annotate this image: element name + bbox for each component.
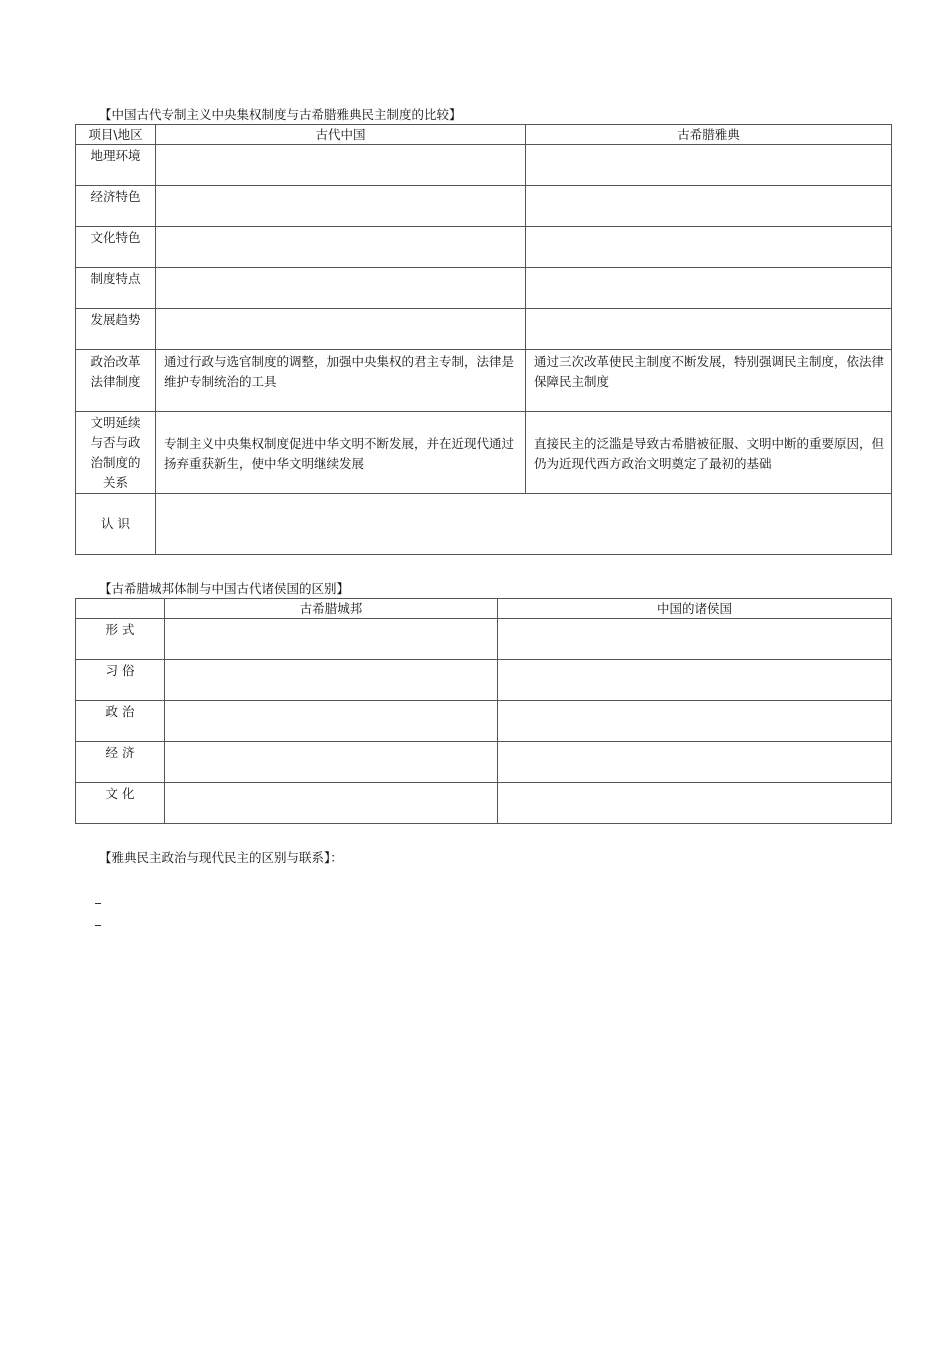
table2-header-row [76, 599, 892, 619]
cell-china-customs[interactable] [498, 660, 892, 701]
cell-athens-trend[interactable] [526, 309, 892, 350]
cell-athens-geography[interactable] [526, 145, 892, 186]
row-label-geography: 地理环境 [76, 145, 156, 186]
cell-athens-reform-law: 通过三次改革使民主制度不断发展，特别强调民主制度，依法律保障民主制度 [526, 350, 892, 412]
cell-understanding[interactable] [156, 494, 892, 555]
table-row [76, 412, 892, 494]
cell-athens-system[interactable] [526, 268, 892, 309]
table2-header-china: 中国的诸侯国 [498, 599, 892, 619]
table-row [76, 783, 892, 824]
row-label-politics: 政 治 [76, 701, 165, 742]
comparison-table-1 [75, 124, 892, 555]
table2-header-greece: 古希腊城邦 [165, 599, 498, 619]
cell-china-trend[interactable] [156, 309, 526, 350]
cell-china-politics[interactable] [498, 701, 892, 742]
section3-title: 【雅典民主政治与现代民主的区别与联系】： [99, 850, 343, 865]
row-label-trend: 发展趋势 [76, 309, 156, 350]
row-label-form: 形 式 [76, 619, 165, 660]
cell-greece-customs[interactable] [165, 660, 498, 701]
comparison-table-2 [75, 598, 892, 824]
row-label-culture: 文 化 [76, 783, 165, 824]
cell-china-culture[interactable] [498, 783, 892, 824]
cell-china-reform-law: 通过行政与选官制度的调整，加强中央集权的君主专制，法律是维护专制统治的工具 [156, 350, 526, 412]
table-row [76, 186, 892, 227]
row-label-customs: 习 俗 [76, 660, 165, 701]
table1-header-row [76, 125, 892, 145]
row-label-understanding: 认 识 [76, 494, 156, 555]
row-label-reform-law: 政治改革法律制度 [76, 350, 156, 412]
table2-header-blank [76, 599, 165, 619]
table-row [76, 742, 892, 783]
table-row [76, 268, 892, 309]
cell-china-economy[interactable] [498, 742, 892, 783]
cell-greece-culture[interactable] [165, 783, 498, 824]
cell-china-culture[interactable] [156, 227, 526, 268]
table1-header-item: 项目\地区 [76, 125, 156, 145]
cell-china-system[interactable] [156, 268, 526, 309]
cell-greece-form[interactable] [165, 619, 498, 660]
cell-china-form[interactable] [498, 619, 892, 660]
table-row [76, 494, 892, 555]
table2-title: 【古希腊城邦体制与中国古代诸侯国的区别】 [99, 581, 350, 596]
cell-athens-civilization-relation: 直接民主的泛滥是导致古希腊被征服、文明中断的重要原因，但仍为近现代西方政治文明奠定了最初的基础 [526, 412, 892, 494]
cell-athens-culture[interactable] [526, 227, 892, 268]
table-row [76, 145, 892, 186]
table1-header-athens: 古希腊雅典 [526, 125, 892, 145]
row-label-system: 制度特点 [76, 268, 156, 309]
table-row [76, 701, 892, 742]
table-row [76, 660, 892, 701]
table-row [76, 619, 892, 660]
blank-line-marker [95, 925, 101, 926]
row-label-culture: 文化特色 [76, 227, 156, 268]
table-row [76, 309, 892, 350]
table1-title: 【中国古代专制主义中央集权制度与古希腊雅典民主制度的比较】 [99, 107, 462, 122]
row-label-civilization-relation: 文明延续与否与政治制度的关系 [76, 412, 156, 494]
row-label-economy: 经济特色 [76, 186, 156, 227]
cell-china-economy[interactable] [156, 186, 526, 227]
row-label-economy: 经 济 [76, 742, 165, 783]
cell-athens-economy[interactable] [526, 186, 892, 227]
cell-china-civilization-relation: 专制主义中央集权制度促进中华文明不断发展，并在近现代通过扬弃重获新生，使中华文明继续发展 [156, 412, 526, 494]
cell-greece-politics[interactable] [165, 701, 498, 742]
table-row [76, 350, 892, 412]
cell-china-geography[interactable] [156, 145, 526, 186]
table-row [76, 227, 892, 268]
table1-header-china: 古代中国 [156, 125, 526, 145]
cell-greece-economy[interactable] [165, 742, 498, 783]
blank-line-marker [95, 903, 101, 904]
